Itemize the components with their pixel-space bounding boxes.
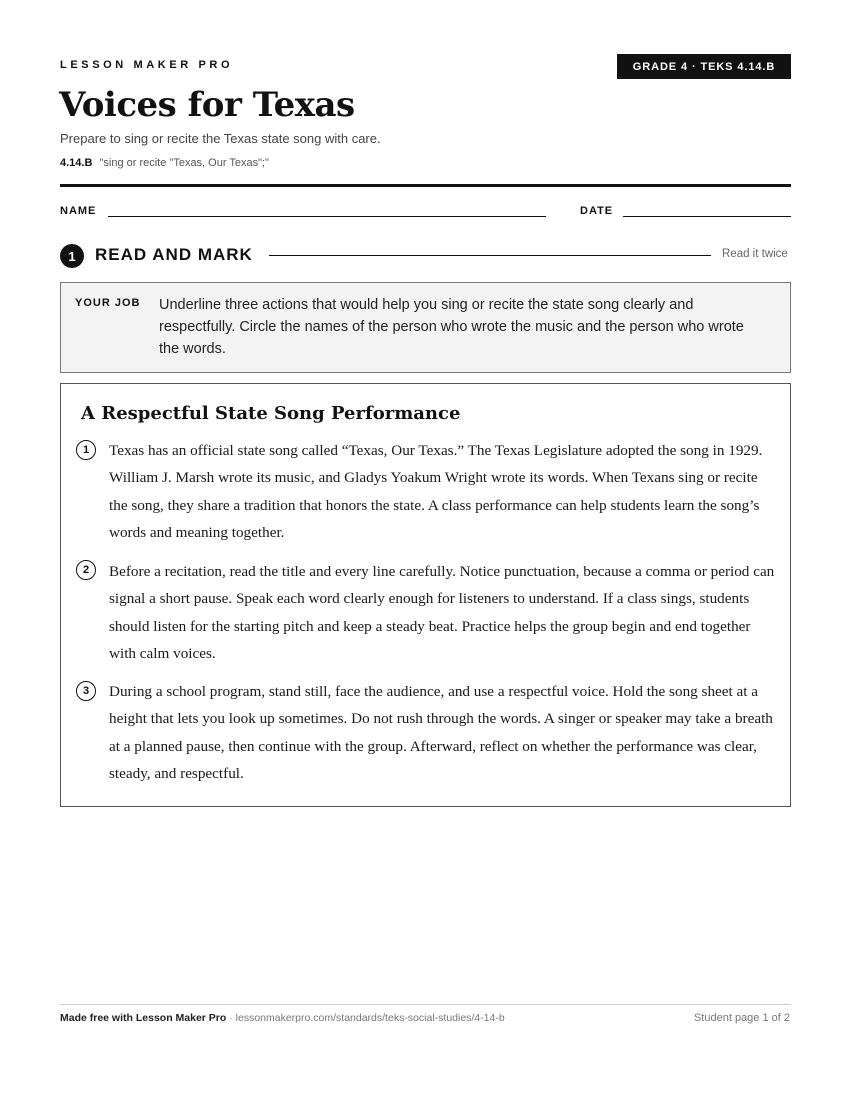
paragraph-number-3: 3 — [76, 681, 96, 701]
brand-name: LESSON MAKER PRO — [60, 59, 234, 71]
date-field[interactable] — [623, 216, 791, 217]
name-label: NAME — [60, 205, 97, 217]
footer-credit — [60, 1012, 505, 1024]
section-number-badge: 1 — [60, 244, 84, 268]
paragraph-number-1: 1 — [76, 440, 96, 460]
page-title: Voices for Texas — [59, 85, 355, 125]
footer-url[interactable]: lessonmakerpro.com/standards/teks-social-studies/4-14-b — [235, 1012, 505, 1024]
paragraph-1: Texas has an official state song called “Texas, Our Texas.” The Texas Legislature adopted the song in 1929. William J. Marsh wrote its music, and Gladys Yoakum Wright wrote its words. When Texans sing or recite the song, they share a tradition that honors the state. A class performance can help students learn the song’s words and meaning together. — [109, 442, 763, 541]
instructions-label: YOUR JOB — [75, 297, 141, 309]
paragraph-2: Before a recitation, read the title and every line carefully. Notice punctuation, because a comma or period can signal a short pause. Speak each word clearly enough for listeners to understand. If a class sings, students should listen for the starting pitch and keep a steady beat. Practice helps the group begin and end together with calm voices. — [109, 563, 775, 662]
section-title: READ AND MARK — [95, 245, 253, 264]
page-subtitle: Prepare to sing or recite the Texas state song with care. — [60, 131, 381, 146]
passage-title: A Respectful State Song Performance — [81, 403, 461, 424]
footer-separator: · — [226, 1012, 236, 1024]
header-divider — [60, 184, 791, 187]
instructions-text: Underline three actions that would help you sing or recite the state song clearly and respectfully. Circle the names of the person who wrote the music and the person who wrote the words. — [159, 297, 744, 357]
reading-passage — [60, 383, 791, 807]
footer-divider — [60, 1004, 791, 1005]
page-indicator: Student page 1 of 2 — [693, 1012, 790, 1024]
name-field[interactable] — [108, 216, 546, 217]
standard-code: 4.14.B — [60, 157, 93, 169]
paragraph-3: During a school program, stand still, face the audience, and use a respectful voice. Hold the song sheet at a height that lets you look up sometimes. Do not rush through the words. A singer or speaker may take a breath at a planned pause, then continue with the group. Afterward, reflect on whether the performance was clear, steady, and respectful. — [109, 683, 773, 782]
paragraph-number-2: 2 — [76, 560, 96, 580]
grade-standard-badge: GRADE 4 · TEKS 4.14.B — [617, 54, 791, 79]
standard-reference — [60, 157, 269, 169]
section-divider — [269, 255, 711, 256]
footer-made-with: Made free with Lesson Maker Pro — [60, 1012, 227, 1024]
date-label: DATE — [580, 205, 614, 217]
standard-text: "sing or recite "Texas, Our Texas";" — [99, 157, 269, 169]
instructions-box — [60, 282, 791, 373]
section-note: Read it twice — [722, 248, 788, 260]
